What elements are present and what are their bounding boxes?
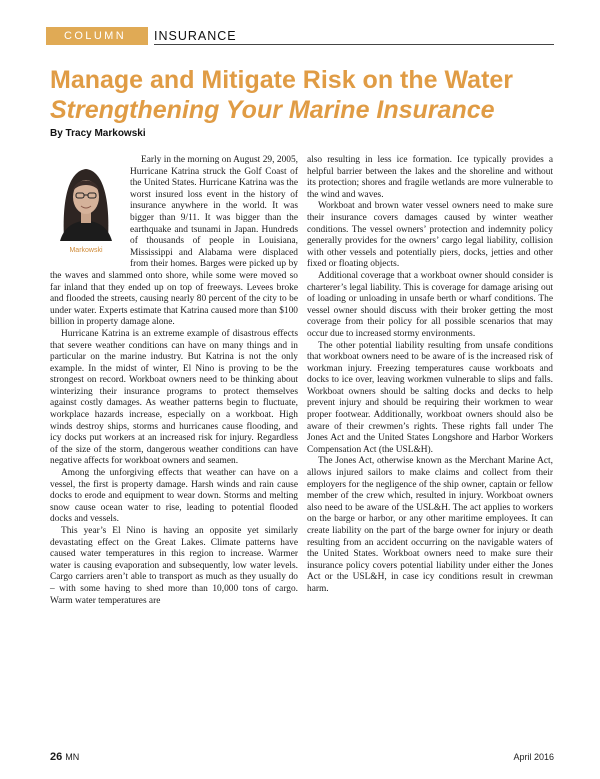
issue-date: April 2016 — [513, 752, 554, 762]
paragraph: Early in the morning on August 29, 2005, Hurricane Katrina struck the Golf Coast of the United States. Hurricane Katrina was the worst insured loss event in the history of insurance anywhere in the world. It was bigger than 9/11. It was bigger than the earthquake and tsunami in Japan. Hundreds of thousands of people in Louisiana, Mississippi and Alabama were displaced from their homes. Barges were picked up by the waves and slammed onto shore, while some were moved so far inland that they ended up on top of freeways. Levees broke and flooded the streets, causing nearly 80 percent of the city to be under water. Experts estimate that Katrina caused more than $100 billion in property damage alone. — [50, 155, 298, 328]
page-number: 26 — [50, 751, 63, 763]
author-photo — [56, 161, 116, 241]
author-photo-block — [50, 161, 122, 263]
article-title: Manage and Mitigate Risk on the Water — [50, 66, 514, 94]
left-column — [50, 155, 298, 607]
paragraph: This year’s El Nino is having an opposite yet similarly devastating effect on the Great Lakes. Climate patterns have caused water temperatures in this region to increase. Warmer water is causing evaporation and subsequently, low water levels. Cargo carriers aren’t able to transport as much as they usually do – with some having to shed more than 10,000 tons of cargo. Warm water temperatures are — [50, 526, 298, 606]
paragraph: The other potential liability resulting from unsafe conditions that workboat owners need to be aware of is the increased risk of workman injury. Freezing temperatures cause workboats and docks to ice over, leaving workmen vulnerable to slips and falls. Workboat owners should be salting docks and decks to help prevent injury and should be requiring their workmen to wear proper footwear. Additionally, workboat owners should also be aware of their crewmen’s rights. These rights fall under The Jones Act and the United States Longshore and Harbor Workers Compensation Act (the USL&H). — [307, 340, 553, 455]
column-label: COLUMN — [46, 27, 148, 45]
paragraph: Workboat and brown water vessel owners need to make sure their insurance covers damages caused by winter weather conditions. The vessel owners’ protection and indemnity policy generally provides for the owners’ cargo legal liability, collision with other vessels and potentially piers, docks, jetties and other fixed or floating objects. — [307, 201, 553, 270]
portrait-icon — [56, 161, 116, 241]
section-name: INSURANCE — [154, 29, 237, 43]
paragraph: Hurricane Katrina is an extreme example of disastrous effects that severe weather conditions can have on many things and in particular on the marine industry. But Katrina is not the only example. In the midst of winter, El Nino is proving to be the strongest on record. Workboat owners need to be thinking about winterizing their insurance programs to protect themselves against costly damages. As weather patterns begin to fluctuate, workplace hazards increase, especially on a workboat. High winds destroy ships, storms and hurricanes cause flooding, and icy docks put workers at an increased risk for injury. Regardless of the size of the storm, dangerous weather conditions can have negative affects for workboat owners and seamen. — [50, 328, 298, 467]
page-footer-left — [50, 751, 79, 763]
paragraph: The Jones Act, otherwise known as the Merchant Marine Act, allows injured sailors to make claims and collect from their employers for the negligence of the ship owner, captain or fellow member of the crew which, resulted in injury. Workboat owners also need to be aware of the USL&H. The act applies to workers on the barge or harbor, or any other maritime employees. It can create liability on the part of the barge owner for injury or death resulting from an accident occurring on the navigable waters of the United States. Workboat owners need to make sure their insurance policy covers potential liability under either the Jones Act or the USL&H, in case icy conditions result in crewman harm. — [307, 456, 553, 594]
right-column — [307, 155, 553, 596]
paragraph: Additional coverage that a workboat owner should consider is charterer’s legal liability. This is coverage for damage arising out of loading or unloading in unsafe berth or wharf conditions. The vessel owner should discuss with their broker getting the most coverage from their policy for all possible scenarios that may occur due to increased stormy environments. — [307, 270, 553, 339]
byline: By Tracy Markowski — [50, 128, 146, 139]
photo-caption: Markowski — [69, 247, 103, 254]
magazine-name: MN — [65, 752, 80, 762]
paragraph: Among the unforgiving effects that weather can have on a vessel, the first is property damage. Harsh winds and rain cause docks to erode and equipment to wear down. Storms and melting snow cause ocean water to rise, leading to potential flooded docks and vessels. — [50, 468, 298, 525]
article-subtitle: Strengthening Your Marine Insurance — [50, 96, 495, 124]
header-rule — [154, 44, 554, 45]
column-header — [0, 27, 600, 45]
paragraph: also resulting in less ice formation. Ice typically provides a helpful barrier between the lakes and the shoreline and without its protection; shores and fragile wetlands are more vulnerable to the wind and waves. — [307, 155, 553, 200]
